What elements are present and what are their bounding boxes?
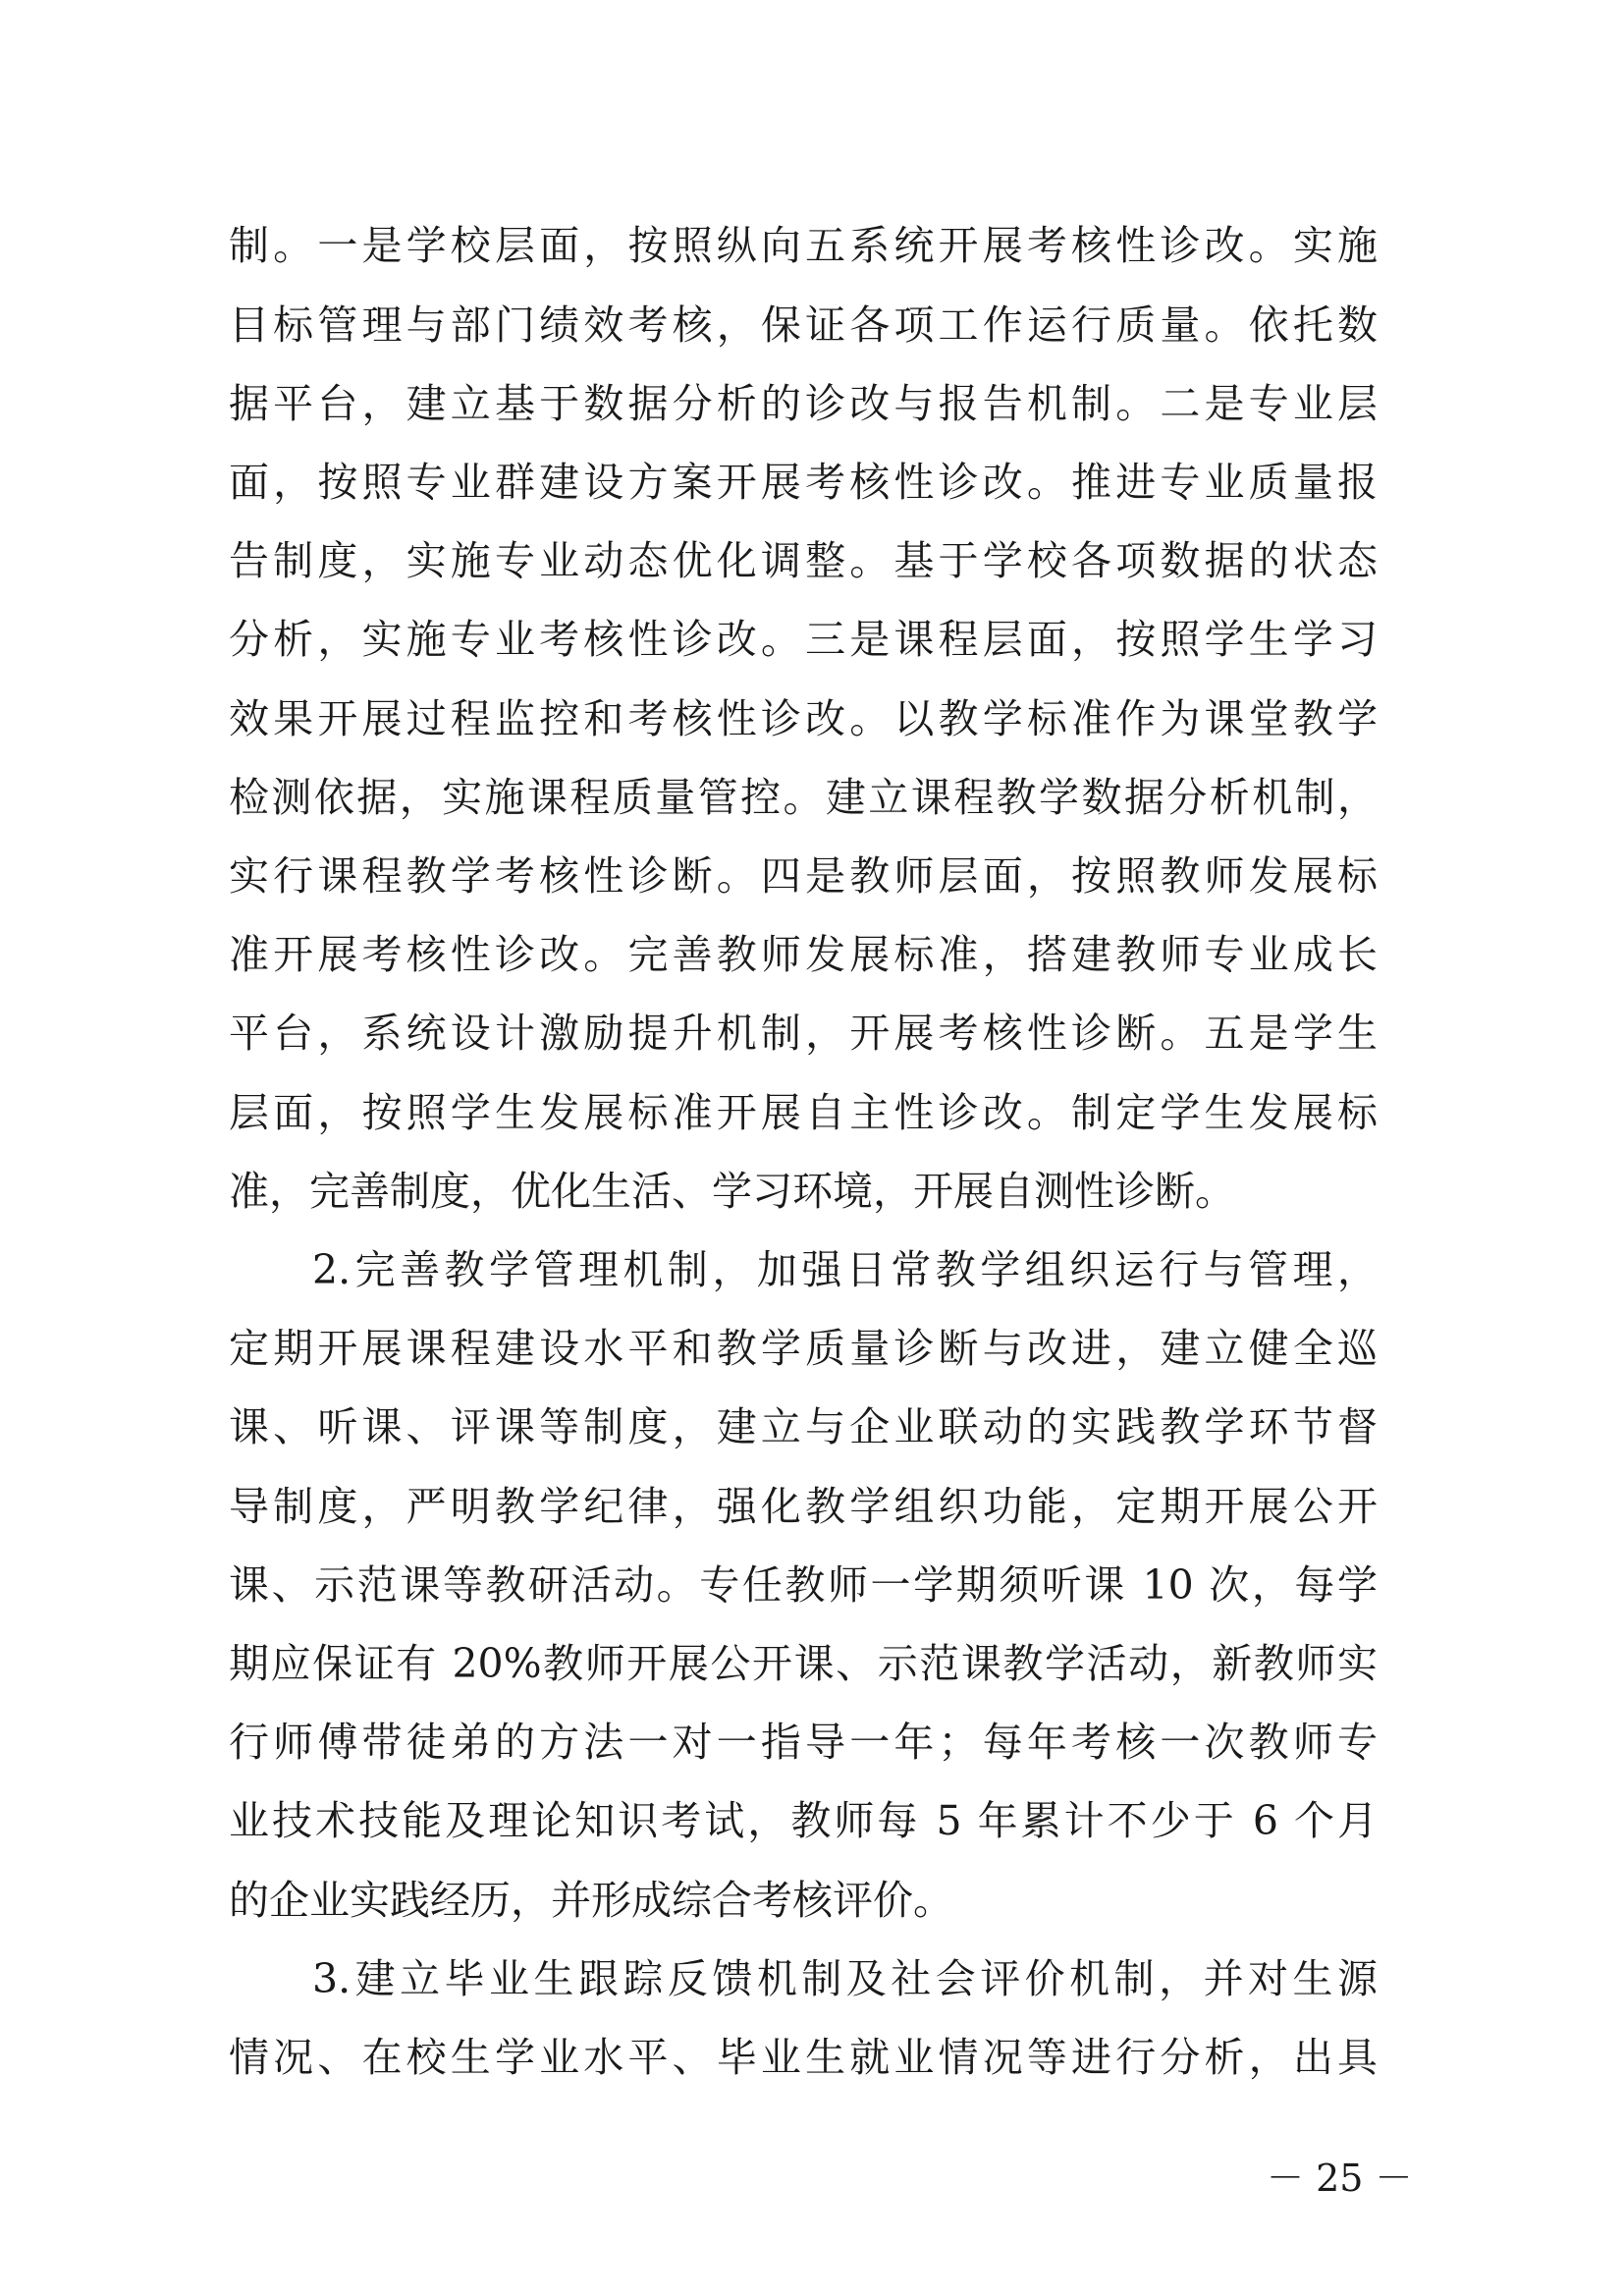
text-line: 导制度，严明教学纪律，强化教学组织功能，定期开展公开 — [229, 1483, 1378, 1530]
text-line: 定期开展课程建设水平和教学质量诊断与改进，建立健全巡 — [229, 1325, 1378, 1372]
text-line: 平台，系统设计激励提升机制，开展考核性诊断。五是学生 — [229, 1010, 1378, 1057]
text-line: 行师傅带徒弟的方法一对一指导一年；每年考核一次教师专 — [229, 1719, 1378, 1766]
paragraph-start-line: 2.完善教学管理机制，加强日常教学组织运行与管理， — [312, 1246, 1378, 1293]
text-line: 情况、在校生学业水平、毕业生就业情况等进行分析，出具 — [229, 2034, 1378, 2081]
text-line: 据平台，建立基于数据分析的诊改与报告机制。二是专业层 — [229, 380, 1378, 427]
text-line: 告制度，实施专业动态优化调整。基于学校各项数据的状态 — [229, 537, 1378, 584]
text-line: 期应保证有 20%教师开展公开课、示范课教学活动，新教师实 — [229, 1640, 1378, 1687]
text-line: 准开展考核性诊改。完善教师发展标准，搭建教师专业成长 — [229, 931, 1378, 978]
text-line: 课、听课、评课等制度，建立与企业联动的实践教学环节督 — [229, 1403, 1378, 1450]
text-line: 制。一是学校层面，按照纵向五系统开展考核性诊改。实施 — [229, 222, 1378, 269]
text-line: 的企业实践经历，并形成综合考核评价。 — [229, 1877, 953, 1924]
paragraph-start-line: 3.建立毕业生跟踪反馈机制及社会评价机制，并对生源 — [312, 1955, 1378, 2002]
text-line: 课、示范课等教研活动。专任教师一学期须听课 10 次，每学 — [229, 1561, 1378, 1609]
text-line: 实行课程教学考核性诊断。四是教师层面，按照教师发展标 — [229, 852, 1378, 900]
text-line: 面，按照专业群建设方案开展考核性诊改。推进专业质量报 — [229, 459, 1378, 506]
text-line: 准，完善制度，优化生活、学习环境，开展自测性诊断。 — [229, 1168, 1235, 1215]
text-line: 业技术技能及理论知识考试，教师每 5 年累计不少于 6 个月 — [229, 1797, 1378, 1844]
page-number: － 25 － — [1267, 2157, 1413, 2200]
text-line: 效果开展过程监控和考核性诊改。以教学标准作为课堂教学 — [229, 695, 1378, 742]
text-line: 层面，按照学生发展标准开展自主性诊改。制定学生发展标 — [229, 1089, 1378, 1136]
text-line: 检测依据，实施课程质量管控。建立课程教学数据分析机制， — [229, 774, 1378, 821]
text-line: 分析，实施专业考核性诊改。三是课程层面，按照学生学习 — [229, 616, 1378, 663]
text-line: 目标管理与部门绩效考核，保证各项工作运行质量。依托数 — [229, 301, 1378, 349]
